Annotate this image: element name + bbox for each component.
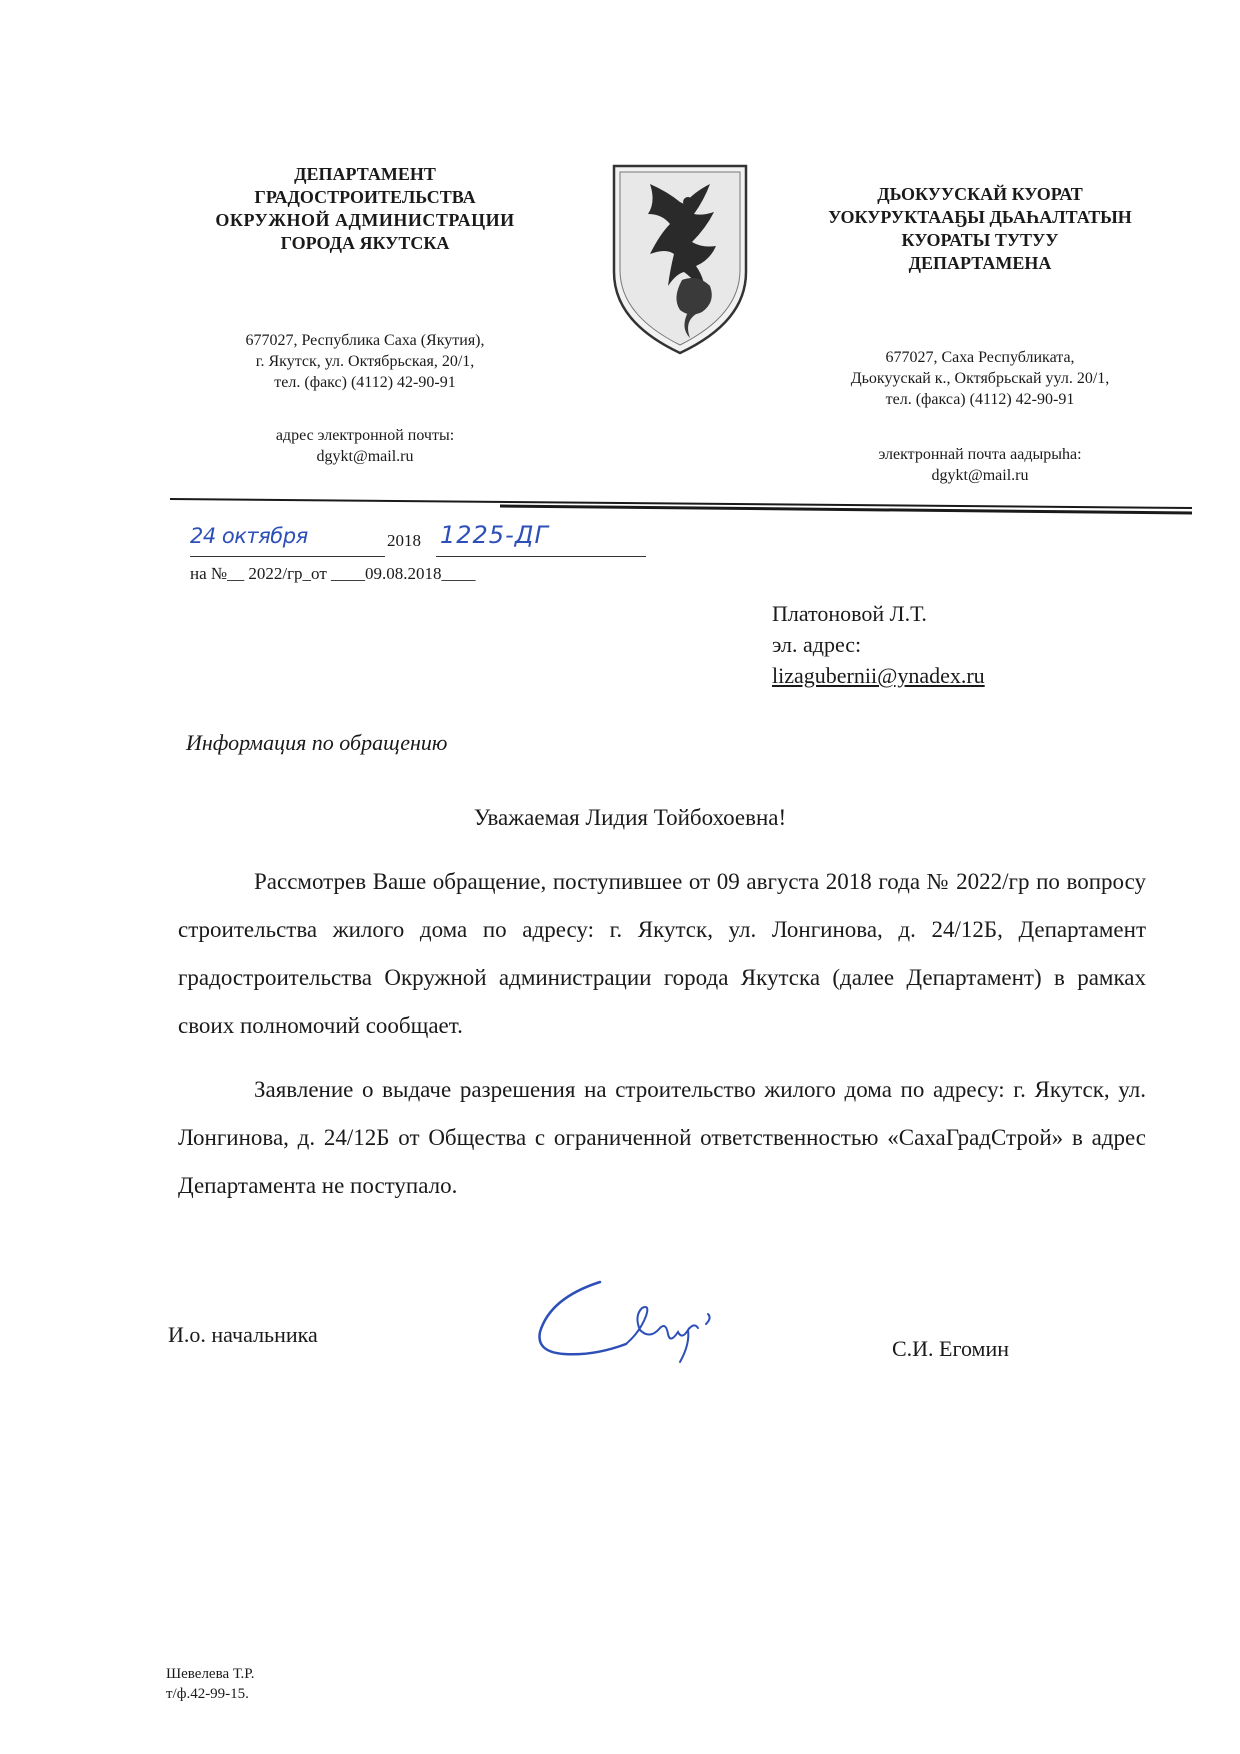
addressee-block (772, 598, 1102, 691)
header-left-line-1: ДЕПАРТАМЕНТ (294, 164, 436, 184)
greeting: Уважаемая Лидия Тойбохоевна! (473, 805, 787, 830)
header-right-line-3: КУОРАТЫ ТУТУУ (901, 230, 1059, 250)
addressee-email: lizagubernii@ynadex.ru (772, 663, 985, 688)
handwritten-date: 24 октября (190, 524, 308, 548)
header-right-line-1: ДЬОКУУСКАЙ КУОРАТ (877, 184, 1083, 204)
addressee-name: Платоновой Л.Т. (772, 601, 927, 626)
address-sah-line-1: 677027, Саха Республиката, (885, 349, 1075, 366)
address-ru-line-1: 677027, Республика Саха (Якутия), (245, 332, 485, 349)
header-left-line-4: ГОРОДА ЯКУТСКА (280, 233, 450, 253)
email-value-sah: dgykt@mail.ru (931, 467, 1029, 484)
email-label-ru: адрес электронной почты: (275, 427, 455, 444)
header-divider (170, 496, 1192, 520)
address-ru-line-3: тел. (факс) (4112) 42-90-91 (274, 374, 456, 391)
email-label-sah: электроннай почта аадырыһа: (878, 446, 1082, 463)
department-address-sah (800, 347, 1160, 410)
header-right-line-2: УОКУРУКТААҔЫ ДЬАҺАЛТАТЫН (828, 207, 1132, 227)
signatory-role: И.о. начальника (168, 1322, 318, 1347)
registration-year: 2018 (387, 531, 421, 550)
header-right-line-4: ДЕПАРТАМЕНА (908, 253, 1052, 273)
department-name-ru (190, 163, 540, 255)
email-value-ru: dgykt@mail.ru (316, 448, 414, 465)
executor-phone: т/ф.42-99-15. (166, 1686, 249, 1702)
header-left-line-3: ОКРУЖНОЙ АДМИНИСТРАЦИИ (215, 210, 515, 230)
number-underline (436, 556, 646, 557)
address-sah-line-2: Дьокуускай к., Октябрьскай уул. 20/1, (850, 370, 1110, 387)
department-email-sah (800, 444, 1160, 486)
body-paragraph-1: Рассмотрев Ваше обращение, поступившее от 09 августа 2018 года № 2022/гр по вопросу строительства жилого дома по адресу: г. Якутск, ул. Лонгинова, д. 24/12Б, Департамент градостроительства Окружной администрации города Якутска (далее Департамент) в рамках своих полномочий сообщает. (178, 869, 1146, 1038)
letter-body (178, 858, 1146, 1226)
date-underline (190, 556, 385, 557)
letter-subject: Информация по обращению (186, 730, 448, 755)
department-name-sah (800, 183, 1160, 275)
reference-line: на №__ 2022/гр_от ____09.08.2018____ (190, 564, 476, 583)
addressee-email-label: эл. адрес: (772, 632, 862, 657)
executor-info (166, 1664, 255, 1704)
handwritten-outgoing-number: 1225-ДГ (440, 521, 549, 549)
department-address-ru (190, 330, 540, 393)
department-email-ru (190, 425, 540, 467)
executor-name: Шевелева Т.Р. (166, 1666, 255, 1682)
address-ru-line-2: г. Якутск, ул. Октябрьская, 20/1, (255, 353, 475, 370)
header-left-line-2: ГРАДОСТРОИТЕЛЬСТВА (254, 187, 476, 207)
city-coat-of-arms-icon (610, 162, 750, 357)
registration-block (180, 521, 660, 594)
address-sah-line-3: тел. (факса) (4112) 42-90-91 (885, 391, 1075, 408)
handwritten-signature (530, 1270, 760, 1380)
body-paragraph-2: Заявление о выдаче разрешения на строительство жилого дома по адресу: г. Якутск, ул. Лонгинова, д. 24/12Б от Общества с ограниченной ответственностью «СахаГрадСтрой» в адрес Департамента не поступало. (178, 1077, 1146, 1198)
signatory-name: С.И. Егомин (892, 1336, 1010, 1361)
